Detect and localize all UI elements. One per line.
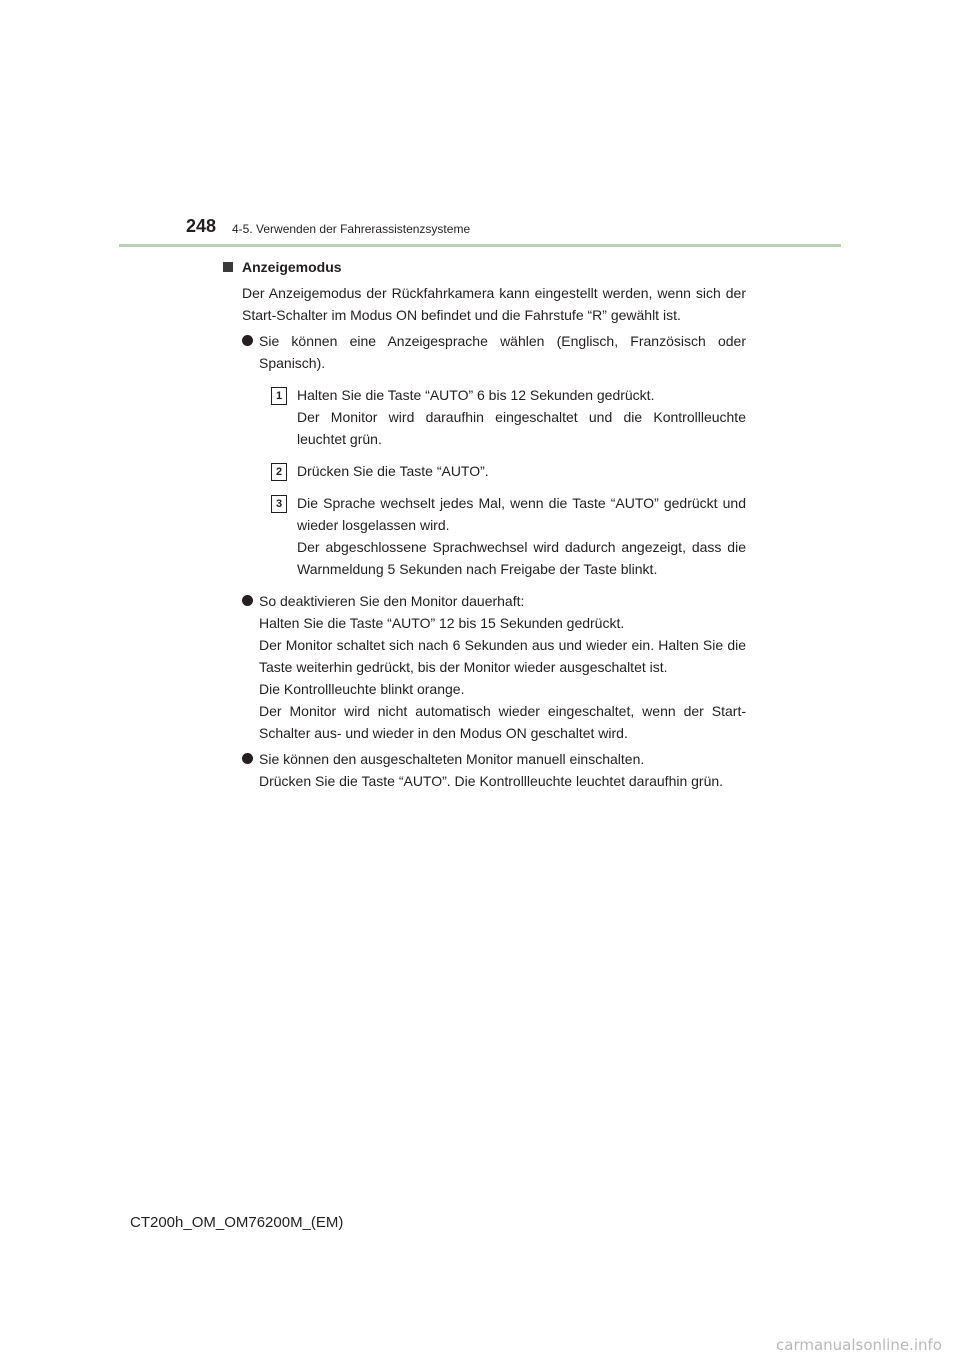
step-text: Die Sprache wechselt jedes Mal, wenn die Taste “AUTO” gedrückt und wieder losgelassen wird.	[297, 495, 746, 533]
header-rule	[119, 244, 841, 247]
intro-paragraph: Der Anzeigemodus der Rückfahrkamera kann eingestellt werden, wenn sich der Start-Schalter im Modus ON befindet und die Fahrstufe “R” gewählt ist.	[242, 285, 746, 323]
bullet-text: Die Kontrollleuchte blinkt orange.	[259, 681, 465, 697]
bullet-text: Sie können den ausgeschalteten Monitor manuell einschalten.	[259, 751, 645, 767]
document-code: CT200h_OM_OM76200M_(EM)	[130, 1214, 344, 1231]
step-number-badge: 1	[271, 387, 287, 405]
bullet-text: Drücken Sie die Taste “AUTO”. Die Kontrollleuchte leuchtet daraufhin grün.	[259, 773, 724, 789]
bullet-dot-icon	[242, 753, 253, 764]
step-number-badge: 3	[271, 495, 287, 513]
bullet-dot-icon	[242, 595, 253, 606]
bullet-manual-on	[242, 748, 746, 792]
step-text: Der Monitor wird daraufhin eingeschaltet und die Kontrollleuchte leuchtet grün.	[297, 409, 746, 447]
step-text: Der abgeschlossene Sprachwechsel wird dadurch angezeigt, dass die Warnmeldung 5 Sekunden nach Freigabe der Taste blinkt.	[297, 539, 746, 577]
step-item	[271, 492, 746, 580]
bullet-text: Sie können eine Anzeigesprache wählen (Englisch, Französisch oder Spanisch).	[259, 333, 746, 371]
step-number-badge: 2	[271, 463, 287, 481]
bullet-text: Halten Sie die Taste “AUTO” 12 bis 15 Sekunden gedrückt.	[259, 615, 625, 631]
section-heading	[242, 256, 746, 278]
step-item	[271, 384, 746, 450]
step-list	[259, 384, 746, 580]
bullet-text: Der Monitor wird nicht automatisch wieder eingeschaltet, wenn der Start-Schalter aus- und wieder in den Modus ON geschaltet wird.	[259, 703, 746, 741]
page-content	[242, 256, 746, 796]
step-text: Halten Sie die Taste “AUTO” 6 bis 12 Sekunden gedrückt.	[297, 387, 655, 403]
section-title: 4-5. Verwenden der Fahrerassistenzsysteme	[232, 222, 471, 236]
bullet-dot-icon	[242, 335, 253, 346]
heading-text: Anzeigemodus	[242, 259, 342, 275]
bullet-text: Der Monitor schaltet sich nach 6 Sekunden aus und wieder ein. Halten Sie die Taste weiterhin gedrückt, bis der Monitor wieder ausgeschaltet ist.	[259, 637, 746, 675]
watermark: carmanualsonline.info	[776, 1336, 942, 1354]
square-bullet-icon	[223, 262, 233, 272]
step-item	[271, 460, 746, 482]
step-text: Drücken Sie die Taste “AUTO”.	[297, 463, 489, 479]
bullet-language	[242, 330, 746, 580]
bullet-text: So deaktivieren Sie den Monitor dauerhaft:	[259, 593, 525, 609]
bullet-deactivate	[242, 590, 746, 744]
page-number: 248	[186, 216, 217, 236]
